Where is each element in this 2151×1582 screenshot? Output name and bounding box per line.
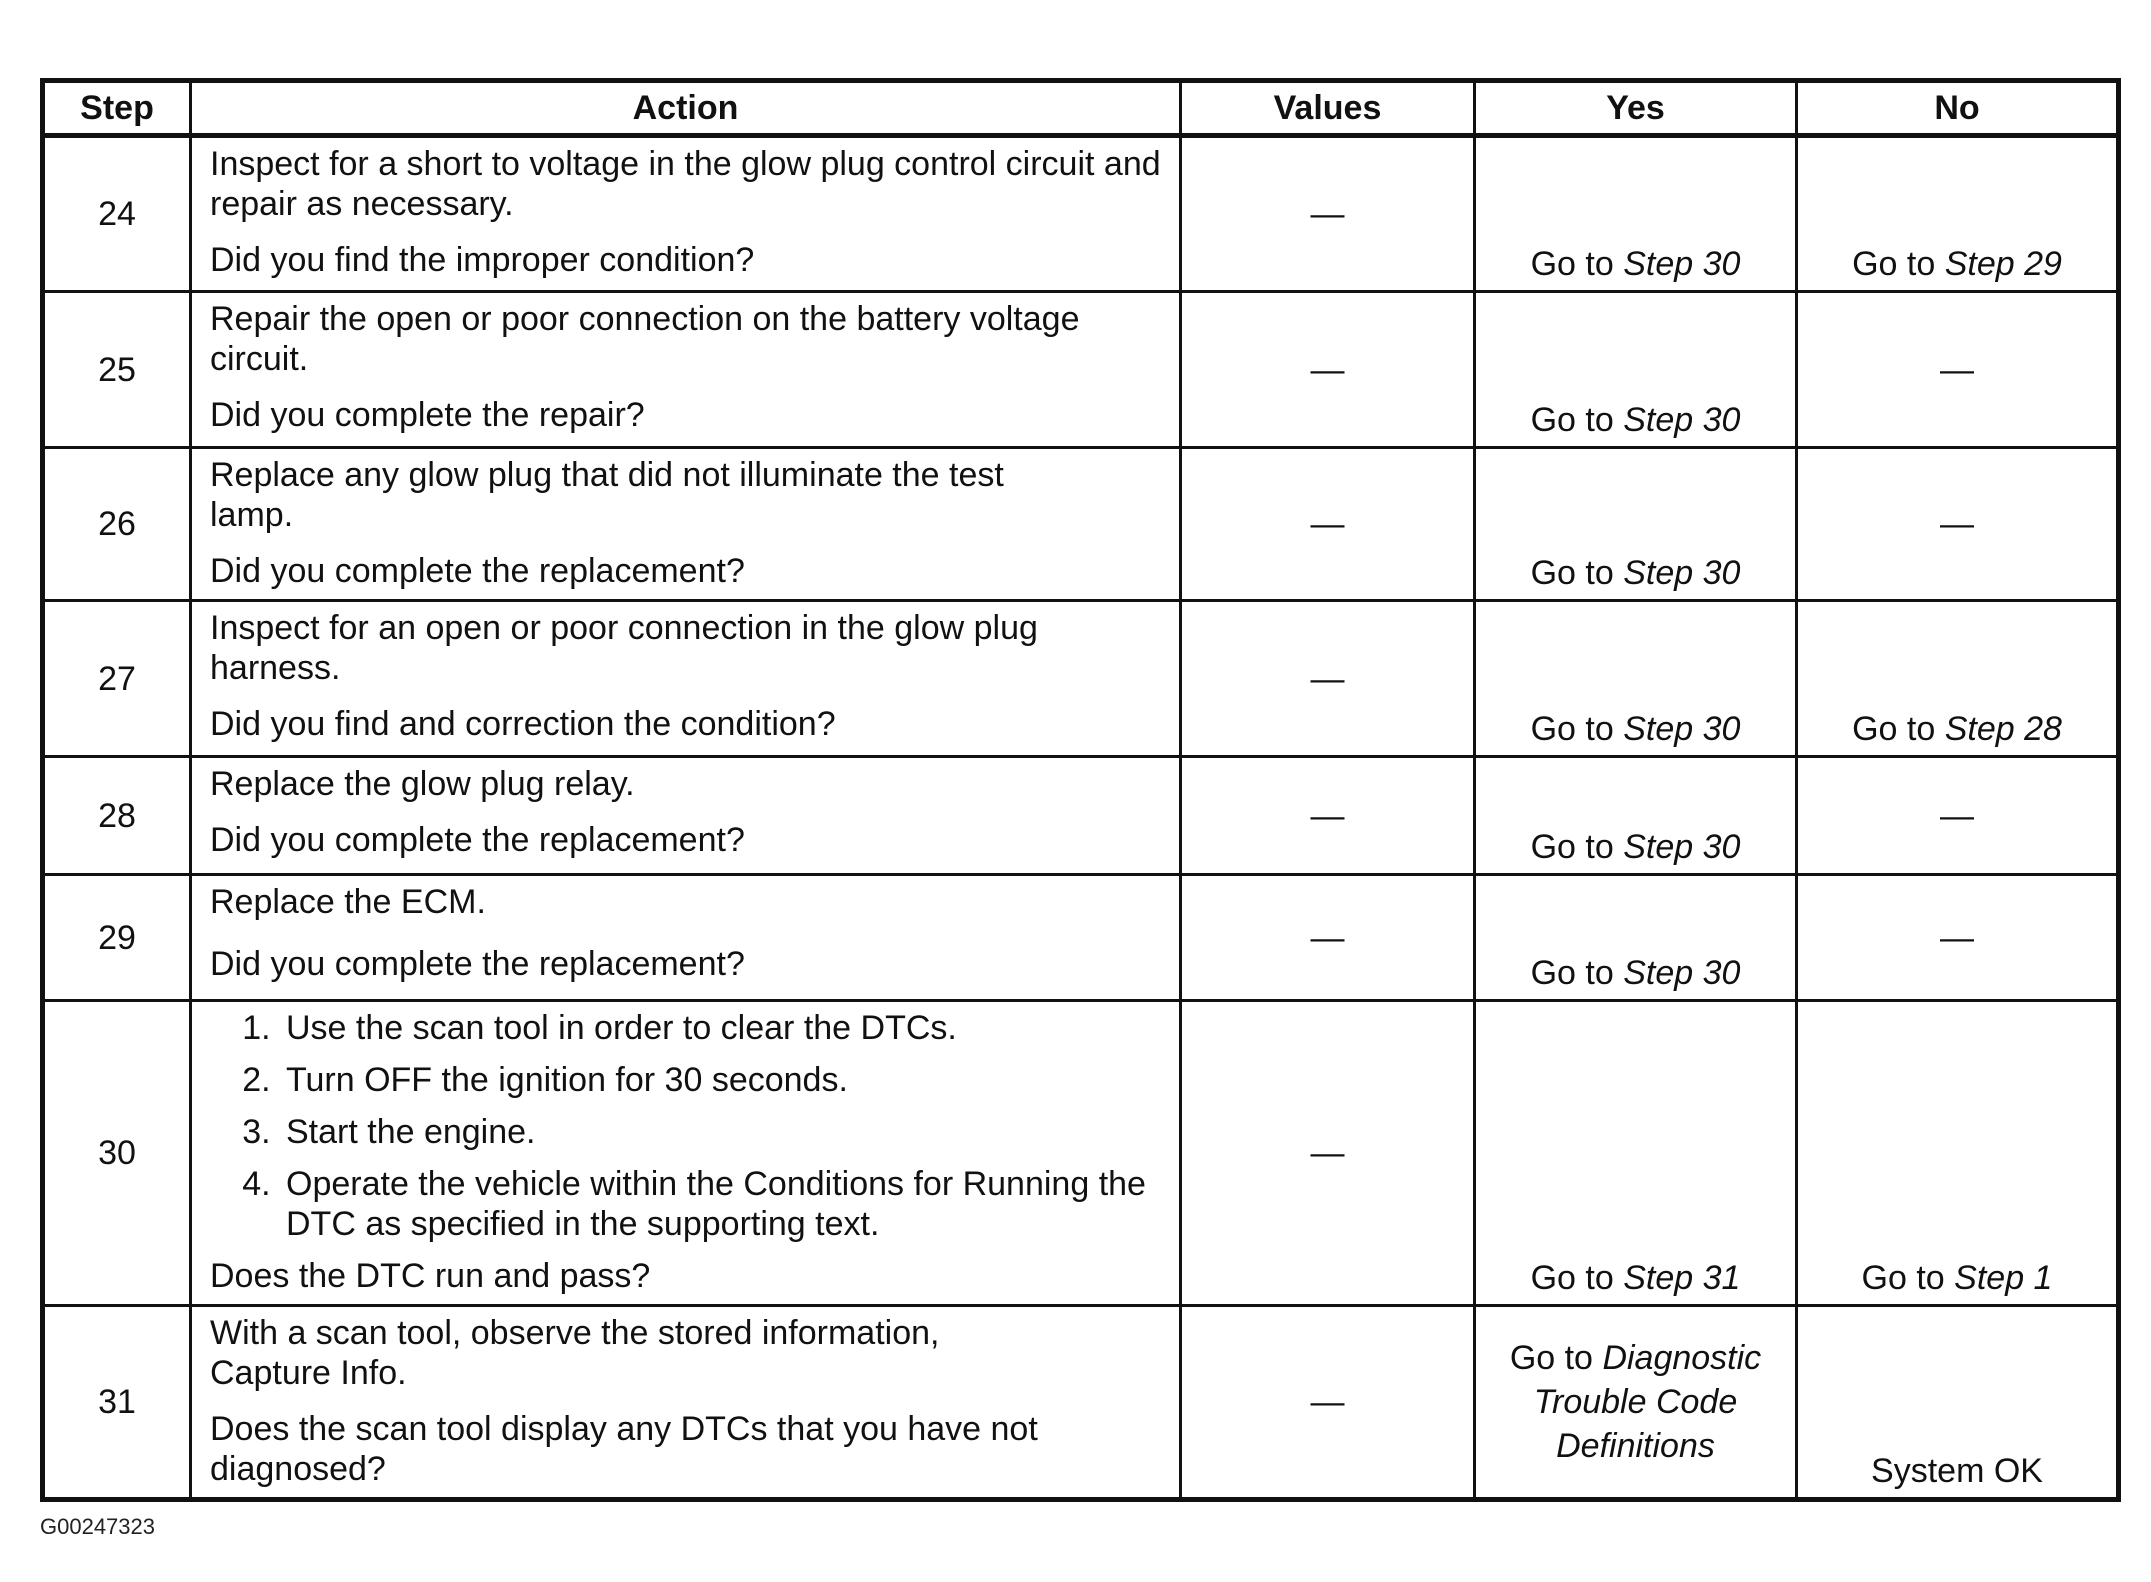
table-row	[43, 757, 2119, 875]
substep-item: 3. Start the engine.	[280, 1112, 1161, 1152]
action-text: Inspect for an open or poor connection in the glow plug harness.	[210, 609, 1038, 687]
step-number: 27	[43, 601, 191, 757]
action-cell	[191, 136, 1181, 292]
yes-prefix: Go to	[1530, 954, 1614, 992]
action-question: Did you find the improper condition?	[210, 241, 755, 279]
yes-cell	[1475, 757, 1797, 875]
values-cell: —	[1181, 875, 1475, 1001]
values-cell: —	[1181, 1001, 1475, 1306]
yes-prefix: Go to	[1530, 1259, 1614, 1297]
action-cell	[191, 292, 1181, 448]
yes-dtc-link-line1[interactable]: Diagnostic	[1602, 1339, 1762, 1377]
header-yes: Yes	[1475, 81, 1797, 136]
yes-step-link[interactable]: Step 30	[1623, 828, 1741, 866]
no-cell: System OK	[1797, 1306, 2119, 1500]
substep-item: 1. Use the scan tool in order to clear the DTCs.	[280, 1008, 1161, 1048]
values-cell: —	[1181, 601, 1475, 757]
table-row	[43, 875, 2119, 1001]
step-number: 30	[43, 1001, 191, 1306]
action-question: Does the DTC run and pass?	[210, 1257, 651, 1295]
yes-dtc-link-line2[interactable]: Trouble Code	[1533, 1383, 1738, 1421]
action-question: Did you complete the repair?	[210, 396, 645, 434]
no-cell	[1797, 136, 2119, 292]
action-text: Inspect for a short to voltage in the glow plug control circuit and repair as necessary.	[210, 145, 1161, 223]
table-row	[43, 292, 2119, 448]
action-cell	[191, 601, 1181, 757]
figure-id: G00247323	[40, 1514, 155, 1539]
substep-list	[210, 1008, 1161, 1244]
yes-prefix: Go to	[1530, 710, 1614, 748]
no-cell: —	[1797, 875, 2119, 1001]
no-cell	[1797, 1001, 2119, 1306]
yes-cell	[1475, 292, 1797, 448]
step-number: 25	[43, 292, 191, 448]
values-cell: —	[1181, 448, 1475, 601]
action-cell	[191, 875, 1181, 1001]
diagnostic-table	[40, 78, 2121, 1502]
table-row	[43, 136, 2119, 292]
yes-cell	[1475, 1306, 1797, 1500]
action-text: Repair the open or poor connection on the battery voltage circuit.	[210, 300, 1080, 378]
yes-cell	[1475, 1001, 1797, 1306]
yes-prefix: Go to	[1530, 401, 1614, 439]
action-question: Did you complete the replacement?	[210, 821, 745, 859]
header-step: Step	[43, 81, 191, 136]
yes-step-link[interactable]: Step 30	[1623, 245, 1741, 283]
yes-cell	[1475, 875, 1797, 1001]
action-text: Replace the ECM.	[210, 883, 486, 921]
no-cell: —	[1797, 448, 2119, 601]
action-cell	[191, 757, 1181, 875]
yes-cell	[1475, 448, 1797, 601]
yes-cell	[1475, 601, 1797, 757]
yes-prefix: Go to	[1530, 245, 1614, 283]
no-step-link[interactable]: Step 28	[1944, 710, 2062, 748]
no-cell: —	[1797, 757, 2119, 875]
values-cell: —	[1181, 136, 1475, 292]
diagnostic-document	[40, 78, 2116, 1540]
yes-prefix: Go to	[1530, 554, 1614, 592]
values-cell: —	[1181, 292, 1475, 448]
yes-step-link[interactable]: Step 31	[1623, 1259, 1741, 1297]
table-row	[43, 448, 2119, 601]
yes-step-link[interactable]: Step 30	[1623, 401, 1741, 439]
step-number: 29	[43, 875, 191, 1001]
action-text: With a scan tool, observe the stored information, Capture Info.	[210, 1314, 940, 1392]
no-step-link[interactable]: Step 29	[1944, 245, 2062, 283]
step-number: 28	[43, 757, 191, 875]
action-cell	[191, 448, 1181, 601]
substep-item: 2. Turn OFF the ignition for 30 seconds.	[280, 1060, 1161, 1100]
yes-dtc-link-line3[interactable]: Definitions	[1556, 1427, 1715, 1465]
no-prefix: Go to	[1861, 1259, 1945, 1297]
header-row	[43, 81, 2119, 136]
action-question: Does the scan tool display any DTCs that you have not diagnosed?	[210, 1410, 1038, 1488]
header-action: Action	[191, 81, 1181, 136]
action-text: Replace the glow plug relay.	[210, 765, 635, 803]
action-question: Did you complete the replacement?	[210, 552, 745, 590]
yes-prefix: Go to	[1530, 828, 1614, 866]
header-no: No	[1797, 81, 2119, 136]
yes-step-link[interactable]: Step 30	[1623, 954, 1741, 992]
yes-step-link[interactable]: Step 30	[1623, 554, 1741, 592]
yes-step-link[interactable]: Step 30	[1623, 710, 1741, 748]
substep-item: 4. Operate the vehicle within the Conditions for Running the DTC as specified in the supporting text.	[280, 1164, 1161, 1244]
step-number: 24	[43, 136, 191, 292]
table-row	[43, 1001, 2119, 1306]
header-values: Values	[1181, 81, 1475, 136]
values-cell: —	[1181, 757, 1475, 875]
table-row	[43, 601, 2119, 757]
step-number: 26	[43, 448, 191, 601]
yes-prefix: Go to	[1509, 1339, 1593, 1377]
action-text: Replace any glow plug that did not illuminate the test lamp.	[210, 456, 1004, 534]
no-prefix: Go to	[1852, 245, 1936, 283]
table-row	[43, 1306, 2119, 1500]
step-number: 31	[43, 1306, 191, 1500]
no-cell: —	[1797, 292, 2119, 448]
no-prefix: Go to	[1852, 710, 1936, 748]
action-question: Did you complete the replacement?	[210, 945, 745, 983]
action-question: Did you find and correction the condition?	[210, 705, 836, 743]
action-cell	[191, 1306, 1181, 1500]
values-cell: —	[1181, 1306, 1475, 1500]
no-cell	[1797, 601, 2119, 757]
no-step-link[interactable]: Step 1	[1954, 1259, 2053, 1297]
action-cell	[191, 1001, 1181, 1306]
yes-cell	[1475, 136, 1797, 292]
